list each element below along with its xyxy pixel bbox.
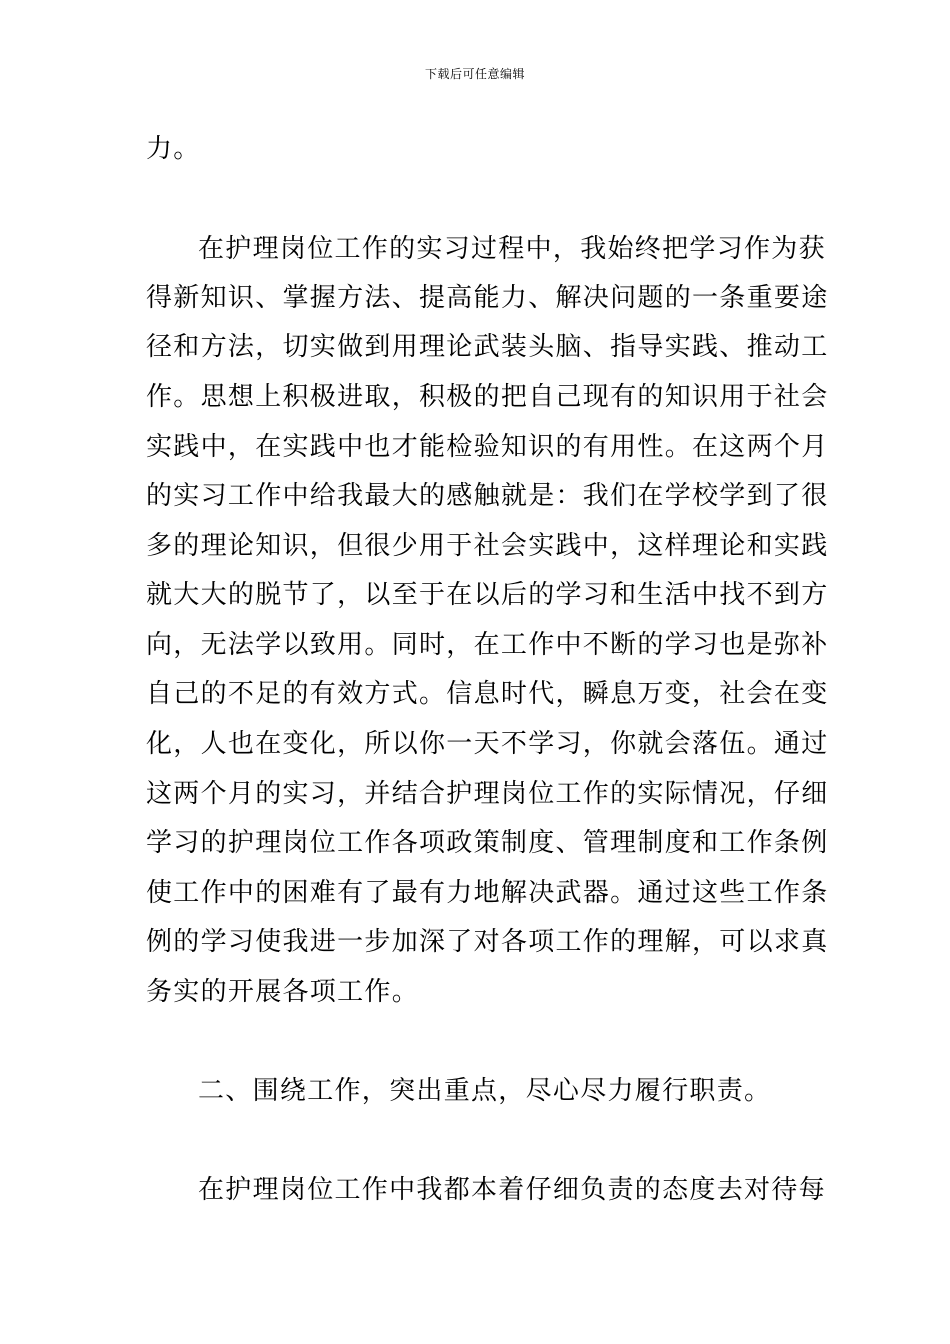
paragraph-line: 向，无法学以致用。同时，在工作中不断的学习也是弥补 <box>146 630 829 660</box>
paragraph-line: 化，人也在变化，所以你一天不学习，你就会落伍。通过 <box>146 729 829 759</box>
paragraph-line: 多的理论知识，但很少用于社会实践中，这样理论和实践 <box>146 531 829 561</box>
paragraph-line: 作。思想上积极进取，积极的把自己现有的知识用于社会 <box>146 382 829 412</box>
carryover-line: 力。 <box>146 134 201 164</box>
paragraph-line: 实践中，在实践中也才能检验知识的有用性。在这两个月 <box>146 432 829 462</box>
paragraph-line: 自己的不足的有效方式。信息时代，瞬息万变，社会在变 <box>146 679 829 709</box>
paragraph-line: 得新知识、掌握方法、提高能力、解决问题的一条重要途 <box>146 283 829 313</box>
paragraph-line: 就大大的脱节了，以至于在以后的学习和生活中找不到方 <box>146 580 829 610</box>
paragraph-line: 务实的开展各项工作。 <box>146 977 420 1007</box>
paragraph-line: 学习的护理岗位工作各项政策制度、管理制度和工作条例 <box>146 828 829 858</box>
paragraph-line: 的实习工作中给我最大的感触就是：我们在学校学到了很 <box>146 481 829 511</box>
paragraph-line: 使工作中的困难有了最有力地解决武器。通过这些工作条 <box>146 878 829 908</box>
section-heading: 二、围绕工作，突出重点，尽心尽力履行职责。 <box>198 1076 772 1106</box>
paragraph-line: 在护理岗位工作中我都本着仔细负责的态度去对待每 <box>198 1175 826 1205</box>
paragraph-line: 例的学习使我进一步加深了对各项工作的理解，可以求真 <box>146 927 829 957</box>
page-header: 下载后可任意编辑 <box>424 67 525 81</box>
paragraph-line: 这两个月的实习，并结合护理岗位工作的实际情况，仔细 <box>146 779 829 809</box>
paragraph-line: 在护理岗位工作的实习过程中，我始终把学习作为获 <box>198 234 826 264</box>
paragraph-line: 径和方法，切实做到用理论武装头脑、指导实践、推动工 <box>146 332 829 362</box>
